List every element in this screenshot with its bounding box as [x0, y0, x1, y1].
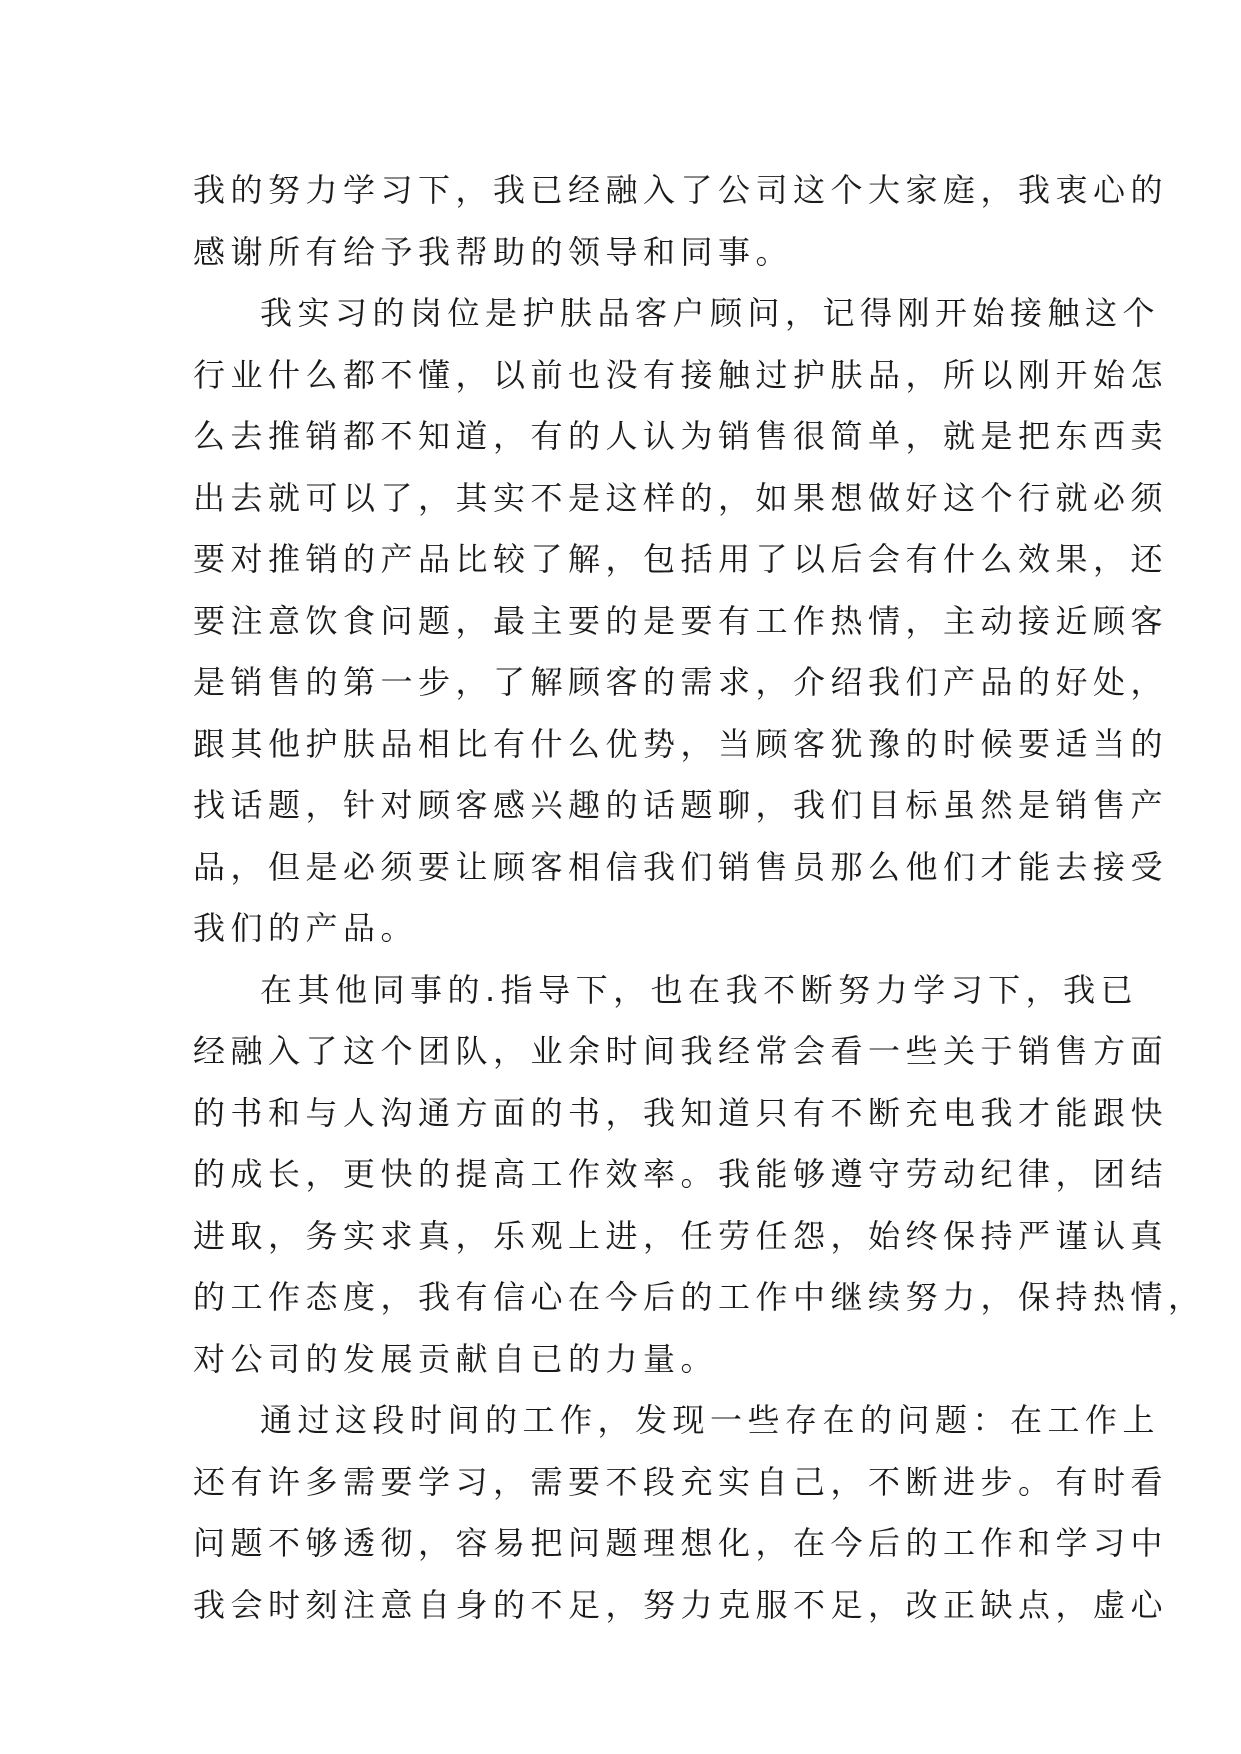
text-line: 行业什么都不懂，以前也没有接触过护肤品，所以刚开始怎	[193, 355, 1169, 394]
text-line: 的书和与人沟通方面的书，我知道只有不断充电我才能跟快	[193, 1093, 1169, 1132]
paragraph-start-line: 在其他同事的.指导下，也在我不断努力学习下，我已	[260, 970, 1139, 1009]
text-line: 跟其他护肤品相比有什么优势，当顾客犹豫的时候要适当的	[193, 724, 1169, 763]
text-line: 要对推销的产品比较了解，包括用了以后会有什么效果，还	[193, 540, 1169, 578]
text-line: 出去就可以了，其实不是这样的，如果想做好这个行就必须	[193, 478, 1169, 517]
paragraph-start-line: 我实习的岗位是护肤品客户顾问，记得刚开始接触这个	[260, 294, 1161, 332]
text-line: 经融入了这个团队，业余时间我经常会看一些关于销售方面	[193, 1032, 1169, 1070]
text-line: 找话题，针对顾客感兴趣的话题聊，我们目标虽然是销售产	[193, 786, 1169, 824]
text-line: 问题不够透彻，容易把问题理想化，在今后的工作和学习中	[193, 1524, 1169, 1562]
text-line: 进取，务实求真，乐观上进，任劳任怨，始终保持严谨认真	[193, 1216, 1169, 1255]
text-line: 的工作态度，我有信心在今后的工作中继续努力，保持热情，	[193, 1278, 1206, 1316]
text-line: 感谢所有给予我帮助的领导和同事。	[193, 232, 794, 271]
text-line: 么去推销都不知道，有的人认为销售很简单，就是把东西卖	[193, 417, 1169, 455]
text-line: 要注意饮食问题，最主要的是要有工作热情，主动接近顾客	[193, 601, 1169, 640]
text-line: 品，但是必须要让顾客相信我们销售员那么他们才能去接受	[193, 847, 1169, 886]
text-line: 对公司的发展贡献自已的力量。	[193, 1339, 719, 1378]
paragraph-start-line: 通过这段时间的工作，发现一些存在的问题：在工作上	[260, 1401, 1161, 1439]
text-line: 我会时刻注意自身的不足，努力克服不足，改正缺点，虚心	[193, 1585, 1169, 1624]
text-line: 我的努力学习下，我已经融入了公司这个大家庭，我衷心的	[193, 171, 1169, 209]
text-line: 的成长，更快的提高工作效率。我能够遵守劳动纪律，团结	[193, 1155, 1169, 1193]
text-line: 还有许多需要学习，需要不段充实自己，不断进步。有时看	[193, 1462, 1169, 1501]
text-line: 我们的产品。	[193, 909, 419, 947]
text-line: 是销售的第一步，了解顾客的需求，介绍我们产品的好处，	[193, 663, 1169, 701]
document-body	[193, 160, 1206, 1636]
